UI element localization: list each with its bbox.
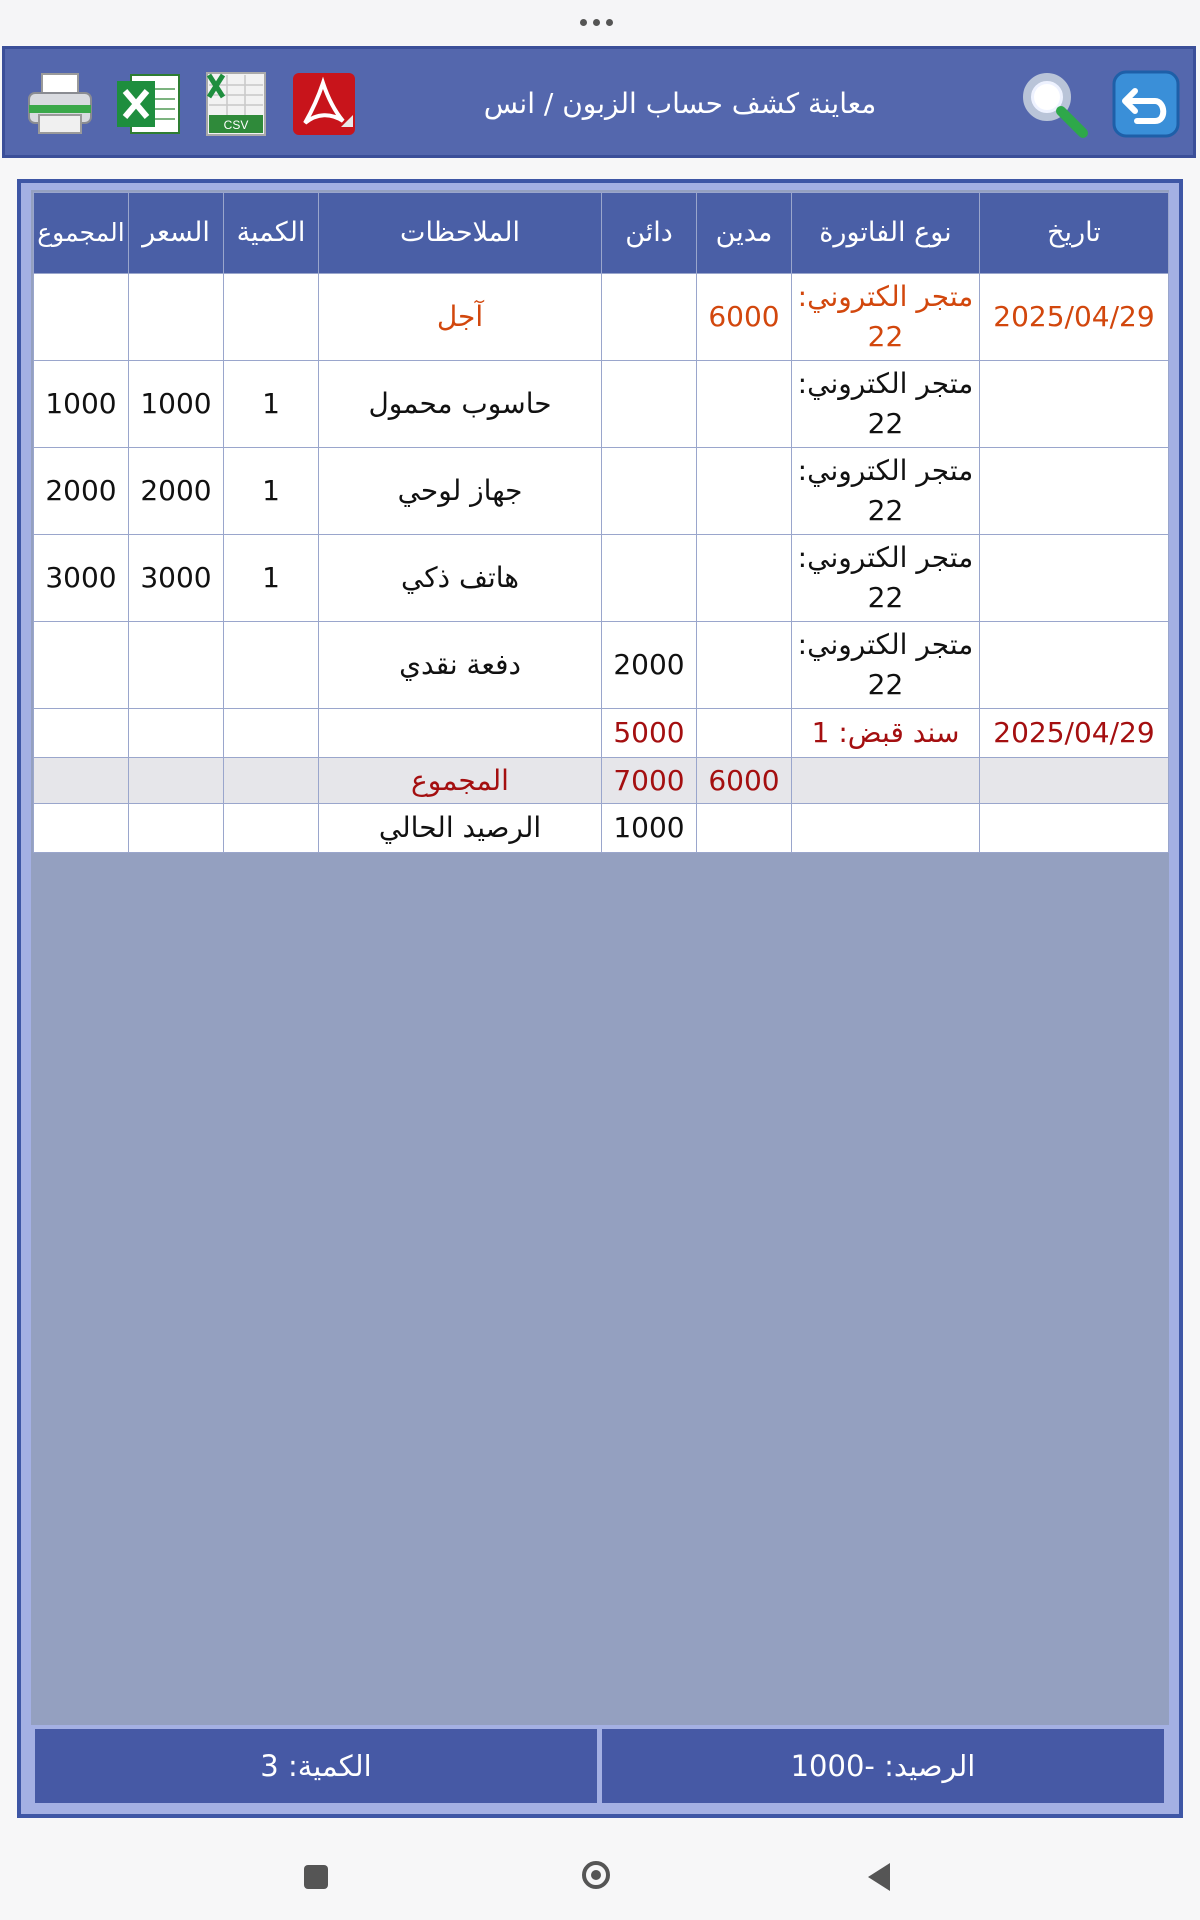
header-invoice-type[interactable]: نوع الفاتورة xyxy=(792,193,980,274)
cell-total xyxy=(34,274,129,361)
cell-debit xyxy=(697,361,792,448)
cell-credit: 5000 xyxy=(602,709,697,758)
cell-date: 2025/04/29 xyxy=(980,709,1169,758)
empty-cell xyxy=(792,758,980,804)
cell-total: 3000 xyxy=(34,535,129,622)
cell-notes: دفعة نقدي xyxy=(319,622,602,709)
recents-icon[interactable] xyxy=(304,1865,328,1889)
table-header-row xyxy=(34,193,1169,274)
cell-notes: هاتف ذكي xyxy=(319,535,602,622)
cell-date xyxy=(980,535,1169,622)
footer-quantity: الكمية: 3 xyxy=(35,1729,597,1803)
header-quantity[interactable]: الكمية xyxy=(224,193,319,274)
cell-quantity: 1 xyxy=(224,535,319,622)
totals-label: المجموع xyxy=(319,758,602,804)
cell-notes xyxy=(319,709,602,758)
status-bar xyxy=(0,0,1200,45)
cell-credit xyxy=(602,274,697,361)
csv-icon[interactable] xyxy=(201,69,271,139)
printer-icon[interactable] xyxy=(25,69,95,139)
cell-invoice-type: سند قبض: 1 xyxy=(792,709,980,758)
header-credit[interactable]: دائن xyxy=(602,193,697,274)
cell-price: 2000 xyxy=(129,448,224,535)
cell-invoice-type: متجر الكتروني: 22 xyxy=(792,535,980,622)
cell-total xyxy=(34,709,129,758)
cell-quantity xyxy=(224,709,319,758)
table-row[interactable] xyxy=(34,535,1169,622)
cell-notes: جهاز لوحي xyxy=(319,448,602,535)
empty-cell xyxy=(34,804,129,853)
cell-date xyxy=(980,361,1169,448)
cell-quantity: 1 xyxy=(224,448,319,535)
home-icon[interactable] xyxy=(582,1861,610,1889)
total-credit: 7000 xyxy=(602,758,697,804)
nav-back-icon[interactable] xyxy=(868,1863,890,1891)
table-row[interactable] xyxy=(34,622,1169,709)
pdf-icon[interactable] xyxy=(289,69,359,139)
page-title: معاينة كشف حساب الزبون / انس xyxy=(483,87,877,120)
cell-invoice-type: متجر الكتروني: 22 xyxy=(792,448,980,535)
cell-credit xyxy=(602,448,697,535)
table-row[interactable] xyxy=(34,274,1169,361)
cell-price xyxy=(129,709,224,758)
excel-icon[interactable] xyxy=(113,69,183,139)
empty-cell xyxy=(980,758,1169,804)
empty-cell xyxy=(129,758,224,804)
cell-invoice-type: متجر الكتروني: 22 xyxy=(792,361,980,448)
empty-cell xyxy=(792,804,980,853)
header-total[interactable]: المجموع xyxy=(34,193,129,274)
empty-cell xyxy=(697,804,792,853)
table-row[interactable] xyxy=(34,361,1169,448)
empty-cell xyxy=(224,804,319,853)
cell-quantity xyxy=(224,274,319,361)
cell-price xyxy=(129,622,224,709)
cell-notes: آجل xyxy=(319,274,602,361)
table-row[interactable] xyxy=(34,709,1169,758)
cell-date: 2025/04/29 xyxy=(980,274,1169,361)
search-icon[interactable] xyxy=(1019,69,1089,139)
header-price[interactable]: السعر xyxy=(129,193,224,274)
cell-quantity: 1 xyxy=(224,361,319,448)
cell-debit xyxy=(697,535,792,622)
cell-date xyxy=(980,622,1169,709)
cell-total xyxy=(34,622,129,709)
table-row[interactable] xyxy=(34,448,1169,535)
empty-cell xyxy=(129,804,224,853)
cell-total: 1000 xyxy=(34,361,129,448)
cell-total: 2000 xyxy=(34,448,129,535)
more-dots-icon[interactable] xyxy=(580,19,613,26)
cell-debit xyxy=(697,448,792,535)
cell-quantity xyxy=(224,622,319,709)
current-balance-row xyxy=(34,804,1169,853)
empty-cell xyxy=(34,758,129,804)
header-debit[interactable]: مدين xyxy=(697,193,792,274)
totals-row xyxy=(34,758,1169,804)
cell-price: 1000 xyxy=(129,361,224,448)
cell-debit xyxy=(697,622,792,709)
header-notes[interactable]: الملاحظات xyxy=(319,193,602,274)
toolbar xyxy=(2,46,1196,158)
footer-balance: الرصيد: -1000 xyxy=(602,1729,1164,1803)
cell-credit xyxy=(602,535,697,622)
header-date[interactable]: تاريخ xyxy=(980,193,1169,274)
empty-cell xyxy=(224,758,319,804)
total-debit: 6000 xyxy=(697,758,792,804)
cell-invoice-type: متجر الكتروني: 22 xyxy=(792,274,980,361)
cell-price xyxy=(129,274,224,361)
cell-debit: 6000 xyxy=(697,274,792,361)
cell-credit xyxy=(602,361,697,448)
account-statement-table xyxy=(33,192,1169,853)
balance-credit: 1000 xyxy=(602,804,697,853)
cell-credit: 2000 xyxy=(602,622,697,709)
back-icon[interactable] xyxy=(1111,69,1181,139)
cell-invoice-type: متجر الكتروني: 22 xyxy=(792,622,980,709)
cell-notes: حاسوب محمول xyxy=(319,361,602,448)
cell-date xyxy=(980,448,1169,535)
empty-cell xyxy=(980,804,1169,853)
cell-debit xyxy=(697,709,792,758)
cell-price: 3000 xyxy=(129,535,224,622)
balance-label: الرصيد الحالي xyxy=(319,804,602,853)
csv-label: CSV xyxy=(223,118,249,132)
